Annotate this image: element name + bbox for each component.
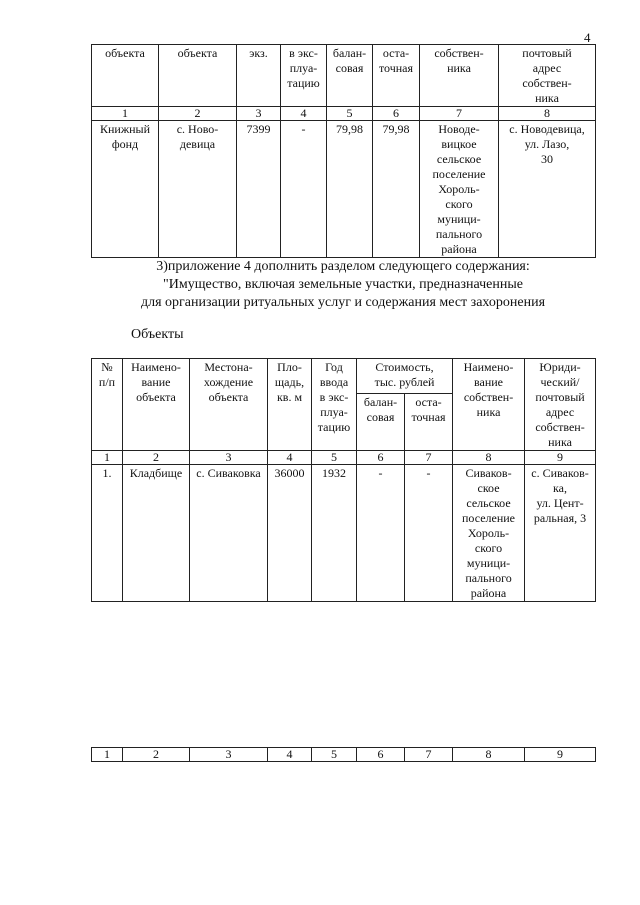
object-location-cell: с. Ново- девица [159, 121, 237, 258]
column-number: 8 [499, 107, 596, 121]
object-name-cell: Книжный фонд [92, 121, 159, 258]
column-numbers-row [92, 107, 596, 121]
column-number: 8 [453, 748, 525, 762]
balance-cost-cell: 79,98 [327, 121, 373, 258]
header-cell: объекта [159, 45, 237, 107]
column-number: 6 [357, 748, 405, 762]
header-cell-owner: Наимено- вание собствен- ника [453, 359, 525, 451]
header-cell-cost-residual: оста- точная [405, 394, 453, 451]
table-header-row [92, 45, 596, 107]
column-number: 5 [312, 451, 357, 465]
table-cemetery-objects [91, 358, 596, 602]
owner-address-cell: с. Сиваков- ка, ул. Цент- ральная, 3 [525, 465, 596, 602]
column-number: 4 [268, 748, 312, 762]
column-number: 2 [123, 451, 190, 465]
header-cell-name: Наимено- вание объекта [123, 359, 190, 451]
header-cell: экз. [237, 45, 281, 107]
header-cell-number: № п/п [92, 359, 123, 451]
amendment-line: для организации ритуальных услуг и содержания мест захоронения [140, 295, 546, 310]
page-number: 4 [584, 30, 591, 45]
column-number: 2 [123, 748, 190, 762]
area-cell: 36000 [268, 465, 312, 602]
table-header-row [92, 359, 596, 394]
header-cell-cost-balance: балан- совая [357, 394, 405, 451]
amendment-line: 3)приложение 4 дополнить разделом следующего содержания: [156, 259, 530, 274]
table-column-numbers-continuation [91, 747, 596, 762]
column-number: 5 [327, 107, 373, 121]
owner-address-cell: с. Новодевица, ул. Лазо, 30 [499, 121, 596, 258]
column-number: 4 [268, 451, 312, 465]
row-number-cell: 1. [92, 465, 123, 602]
column-number: 6 [373, 107, 420, 121]
table-row [92, 465, 596, 602]
header-cell: оста- точная [373, 45, 420, 107]
column-number: 4 [281, 107, 327, 121]
table-row [92, 121, 596, 258]
column-number: 1 [92, 748, 123, 762]
section-title: Объекты [131, 327, 184, 342]
commission-year-cell: - [281, 121, 327, 258]
column-number: 9 [525, 451, 596, 465]
header-cell: собствен- ника [420, 45, 499, 107]
object-name-cell: Кладбище [123, 465, 190, 602]
column-number: 7 [405, 451, 453, 465]
residual-cost-cell: 79,98 [373, 121, 420, 258]
owner-cell: Сиваков- ское сельское поселение Хороль- ского муници- пального района [453, 465, 525, 602]
balance-cost-cell: - [357, 465, 405, 602]
column-number: 1 [92, 451, 123, 465]
commission-year-cell: 1932 [312, 465, 357, 602]
column-number: 3 [190, 748, 268, 762]
residual-cost-cell: - [405, 465, 453, 602]
column-number: 7 [405, 748, 453, 762]
header-cell-area: Пло- щадь, кв. м [268, 359, 312, 451]
column-numbers-row [92, 451, 596, 465]
column-number: 6 [357, 451, 405, 465]
column-number: 1 [92, 107, 159, 121]
header-cell-location: Местона- хождение объекта [190, 359, 268, 451]
column-number: 5 [312, 748, 357, 762]
table-library-fund [91, 44, 596, 258]
column-number: 9 [525, 748, 596, 762]
object-location-cell: с. Сиваковка [190, 465, 268, 602]
header-cell: балан- совая [327, 45, 373, 107]
header-cell-address: Юриди- ческий/ почтовый адрес собствен- ника [525, 359, 596, 451]
amendment-line: "Имущество, включая земельные участки, предназначенные [163, 277, 523, 292]
owner-cell: Новоде- вицкое сельское поселение Хороль- ского муници- пального района [420, 121, 499, 258]
header-cell-year: Год ввода в экс- плуа- тацию [312, 359, 357, 451]
column-number: 7 [420, 107, 499, 121]
column-numbers-row [92, 748, 596, 762]
column-number: 3 [237, 107, 281, 121]
amendment-text [91, 258, 595, 312]
header-cell: почтовый адрес собствен- ника [499, 45, 596, 107]
header-cell: в экс- плуа- тацию [281, 45, 327, 107]
header-cell: объекта [92, 45, 159, 107]
header-cell-cost: Стоимость, тыс. рублей [357, 359, 453, 394]
column-number: 3 [190, 451, 268, 465]
column-number: 2 [159, 107, 237, 121]
column-number: 8 [453, 451, 525, 465]
copies-cell: 7399 [237, 121, 281, 258]
